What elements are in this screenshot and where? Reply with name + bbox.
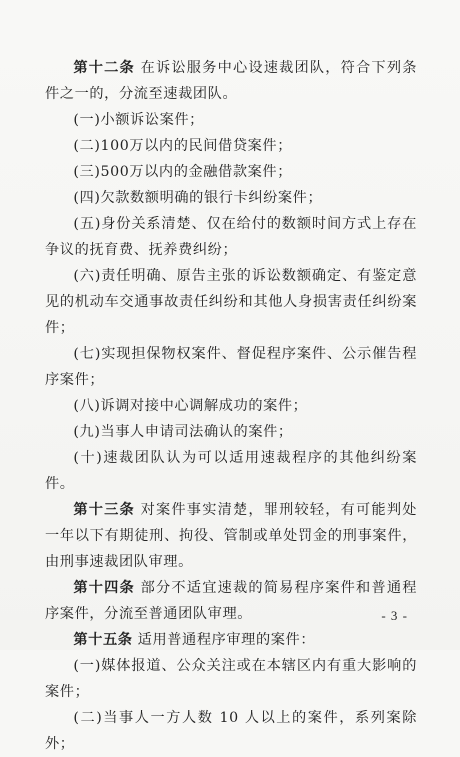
list-item-1: (一)小额诉讼案件；	[73, 112, 204, 128]
page-number: - 3 -	[381, 608, 408, 623]
article-14-heading: 第十四条	[73, 580, 135, 596]
list-item-3: (三)500万以内的金融借款案件；	[73, 164, 292, 180]
list-item-7: (七)实现担保物权案件、督促程序案件、公示催告程序案件；	[45, 346, 417, 388]
list-item-9: (九)当事人申请司法确认的案件；	[73, 424, 293, 440]
list-item-8: (八)诉调对接中心调解成功的案件；	[73, 398, 308, 414]
article-14	[45, 575, 417, 627]
article-15-text: 适用普通程序审理的案件：	[137, 632, 316, 648]
article-15-heading: 第十五条	[73, 632, 133, 648]
article-15-item-1: (一)媒体报道、公众关注或在本辖区内有重大影响的案件；	[45, 658, 417, 700]
article-13-text: 对案件事实清楚，罪刑较轻，有可能判处一年以下有期徒刑、拘役、管制或单处罚金的刑事案件，由刑事速裁团队审理。	[45, 502, 417, 570]
article-12	[45, 55, 417, 107]
list-item-6: (六)责任明确、原告主张的诉讼数额确定、有鉴定意见的机动车交通事故责任纠纷和其他人身损害责任纠纷案件；	[45, 268, 417, 336]
list-item-4: (四)欠款数额明确的银行卡纠纷案件；	[73, 190, 323, 206]
list-item-10: (十)速裁团队认为可以适用速裁程序的其他纠纷案件。	[45, 450, 417, 492]
article-12-text: 在诉讼服务中心设速裁团队，符合下列条件之一的，分流至速裁团队。	[45, 60, 417, 102]
article-12-heading: 第十二条	[73, 60, 135, 76]
document-body	[45, 55, 417, 757]
article-13-heading: 第十三条	[73, 502, 135, 518]
article-15-item-2: (二)当事人一方人数 10 人以上的案件，系列案除外；	[45, 710, 417, 752]
article-14-text: 部分不适宜速裁的简易程序案件和普通程序案件，分流至普通团队审理。	[45, 580, 417, 622]
article-13	[45, 497, 417, 575]
list-item-5: (五)身份关系清楚、仅在给付的数额时间方式上存在争议的抚育费、抚养费纠纷；	[45, 216, 417, 258]
list-item-2: (二)100万以内的民间借贷案件；	[73, 138, 292, 154]
article-15	[45, 627, 417, 653]
